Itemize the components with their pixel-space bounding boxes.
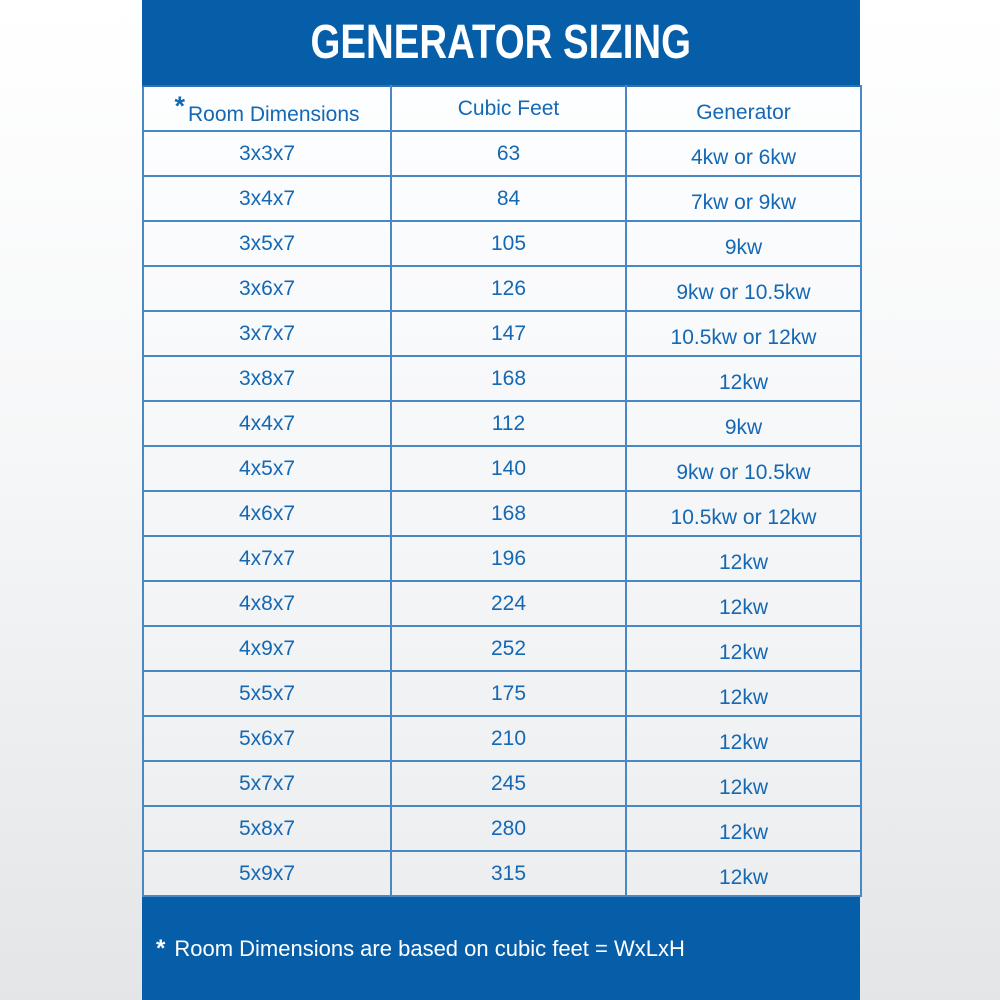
room-dimensions-cell: 4x6x7 [143,491,391,536]
table-row [143,716,861,761]
cubic-feet-cell: 315 [391,851,626,896]
column-header-generator: Generator [626,86,861,131]
room-dimensions-cell: 4x4x7 [143,401,391,446]
column-header-room-dimensions [143,86,391,131]
room-dimensions-cell: 5x7x7 [143,761,391,806]
generator-cell: 12kw [626,761,861,806]
generator-cell: 12kw [626,581,861,626]
room-dimensions-cell: 5x6x7 [143,716,391,761]
table-row [143,221,861,266]
table-row [143,806,861,851]
column-header-room-dimensions-label: Room Dimensions [187,102,360,126]
table-row [143,131,861,176]
table-row [143,851,861,896]
cubic-feet-cell: 63 [391,131,626,176]
room-dimensions-cell: 4x5x7 [143,446,391,491]
column-header-cubic-feet: Cubic Feet [391,86,626,131]
room-dimensions-cell: 4x7x7 [143,536,391,581]
table-row [143,311,861,356]
generator-cell: 12kw [626,806,861,851]
cubic-feet-cell: 196 [391,536,626,581]
room-dimensions-cell: 3x4x7 [143,176,391,221]
table-row [143,626,861,671]
table-row [143,536,861,581]
footnote [142,897,860,1000]
cubic-feet-cell: 245 [391,761,626,806]
generator-cell: 10.5kw or 12kw [626,491,861,536]
generator-cell: 12kw [626,671,861,716]
cubic-feet-cell: 112 [391,401,626,446]
table-row [143,761,861,806]
generator-cell: 12kw [626,536,861,581]
generator-cell: 4kw or 6kw [626,131,861,176]
generator-cell: 10.5kw or 12kw [626,311,861,356]
generator-sizing-panel [142,0,860,1000]
table-row [143,266,861,311]
room-dimensions-cell: 5x5x7 [143,671,391,716]
cubic-feet-cell: 224 [391,581,626,626]
table-row [143,176,861,221]
generator-cell: 9kw [626,221,861,266]
cubic-feet-cell: 147 [391,311,626,356]
generator-cell: 12kw [626,626,861,671]
cubic-feet-cell: 175 [391,671,626,716]
cubic-feet-cell: 168 [391,491,626,536]
title-band [142,0,860,85]
cubic-feet-cell: 252 [391,626,626,671]
room-dimensions-cell: 3x5x7 [143,221,391,266]
header-row [143,86,861,131]
footnote-text: Room Dimensions are based on cubic feet = WxLxH [174,935,685,961]
cubic-feet-cell: 210 [391,716,626,761]
room-dimensions-cell: 3x8x7 [143,356,391,401]
generator-sizing-table [142,85,862,897]
cubic-feet-cell: 280 [391,806,626,851]
table-row [143,491,861,536]
table-row [143,446,861,491]
room-dimensions-cell: 5x8x7 [143,806,391,851]
room-dimensions-cell: 5x9x7 [143,851,391,896]
generator-cell: 9kw or 10.5kw [626,266,861,311]
table-body [143,131,861,896]
cubic-feet-cell: 140 [391,446,626,491]
room-dimensions-cell: 4x8x7 [143,581,391,626]
table-row [143,356,861,401]
cubic-feet-cell: 168 [391,356,626,401]
cubic-feet-cell: 84 [391,176,626,221]
table-row [143,581,861,626]
generator-cell: 9kw [626,401,861,446]
footnote-asterisk-marker: * [156,934,166,962]
generator-cell: 7kw or 9kw [626,176,861,221]
generator-cell: 12kw [626,851,861,896]
generator-cell: 12kw [626,716,861,761]
room-dimensions-cell: 3x6x7 [143,266,391,311]
generator-cell: 9kw or 10.5kw [626,446,861,491]
cubic-feet-cell: 105 [391,221,626,266]
room-dimensions-cell: 3x3x7 [143,131,391,176]
asterisk-marker: * [174,90,185,121]
room-dimensions-cell: 4x9x7 [143,626,391,671]
room-dimensions-cell: 3x7x7 [143,311,391,356]
table-row [143,671,861,716]
table-row [143,401,861,446]
page-title: GENERATOR SIZING [310,16,692,69]
cubic-feet-cell: 126 [391,266,626,311]
generator-cell: 12kw [626,356,861,401]
